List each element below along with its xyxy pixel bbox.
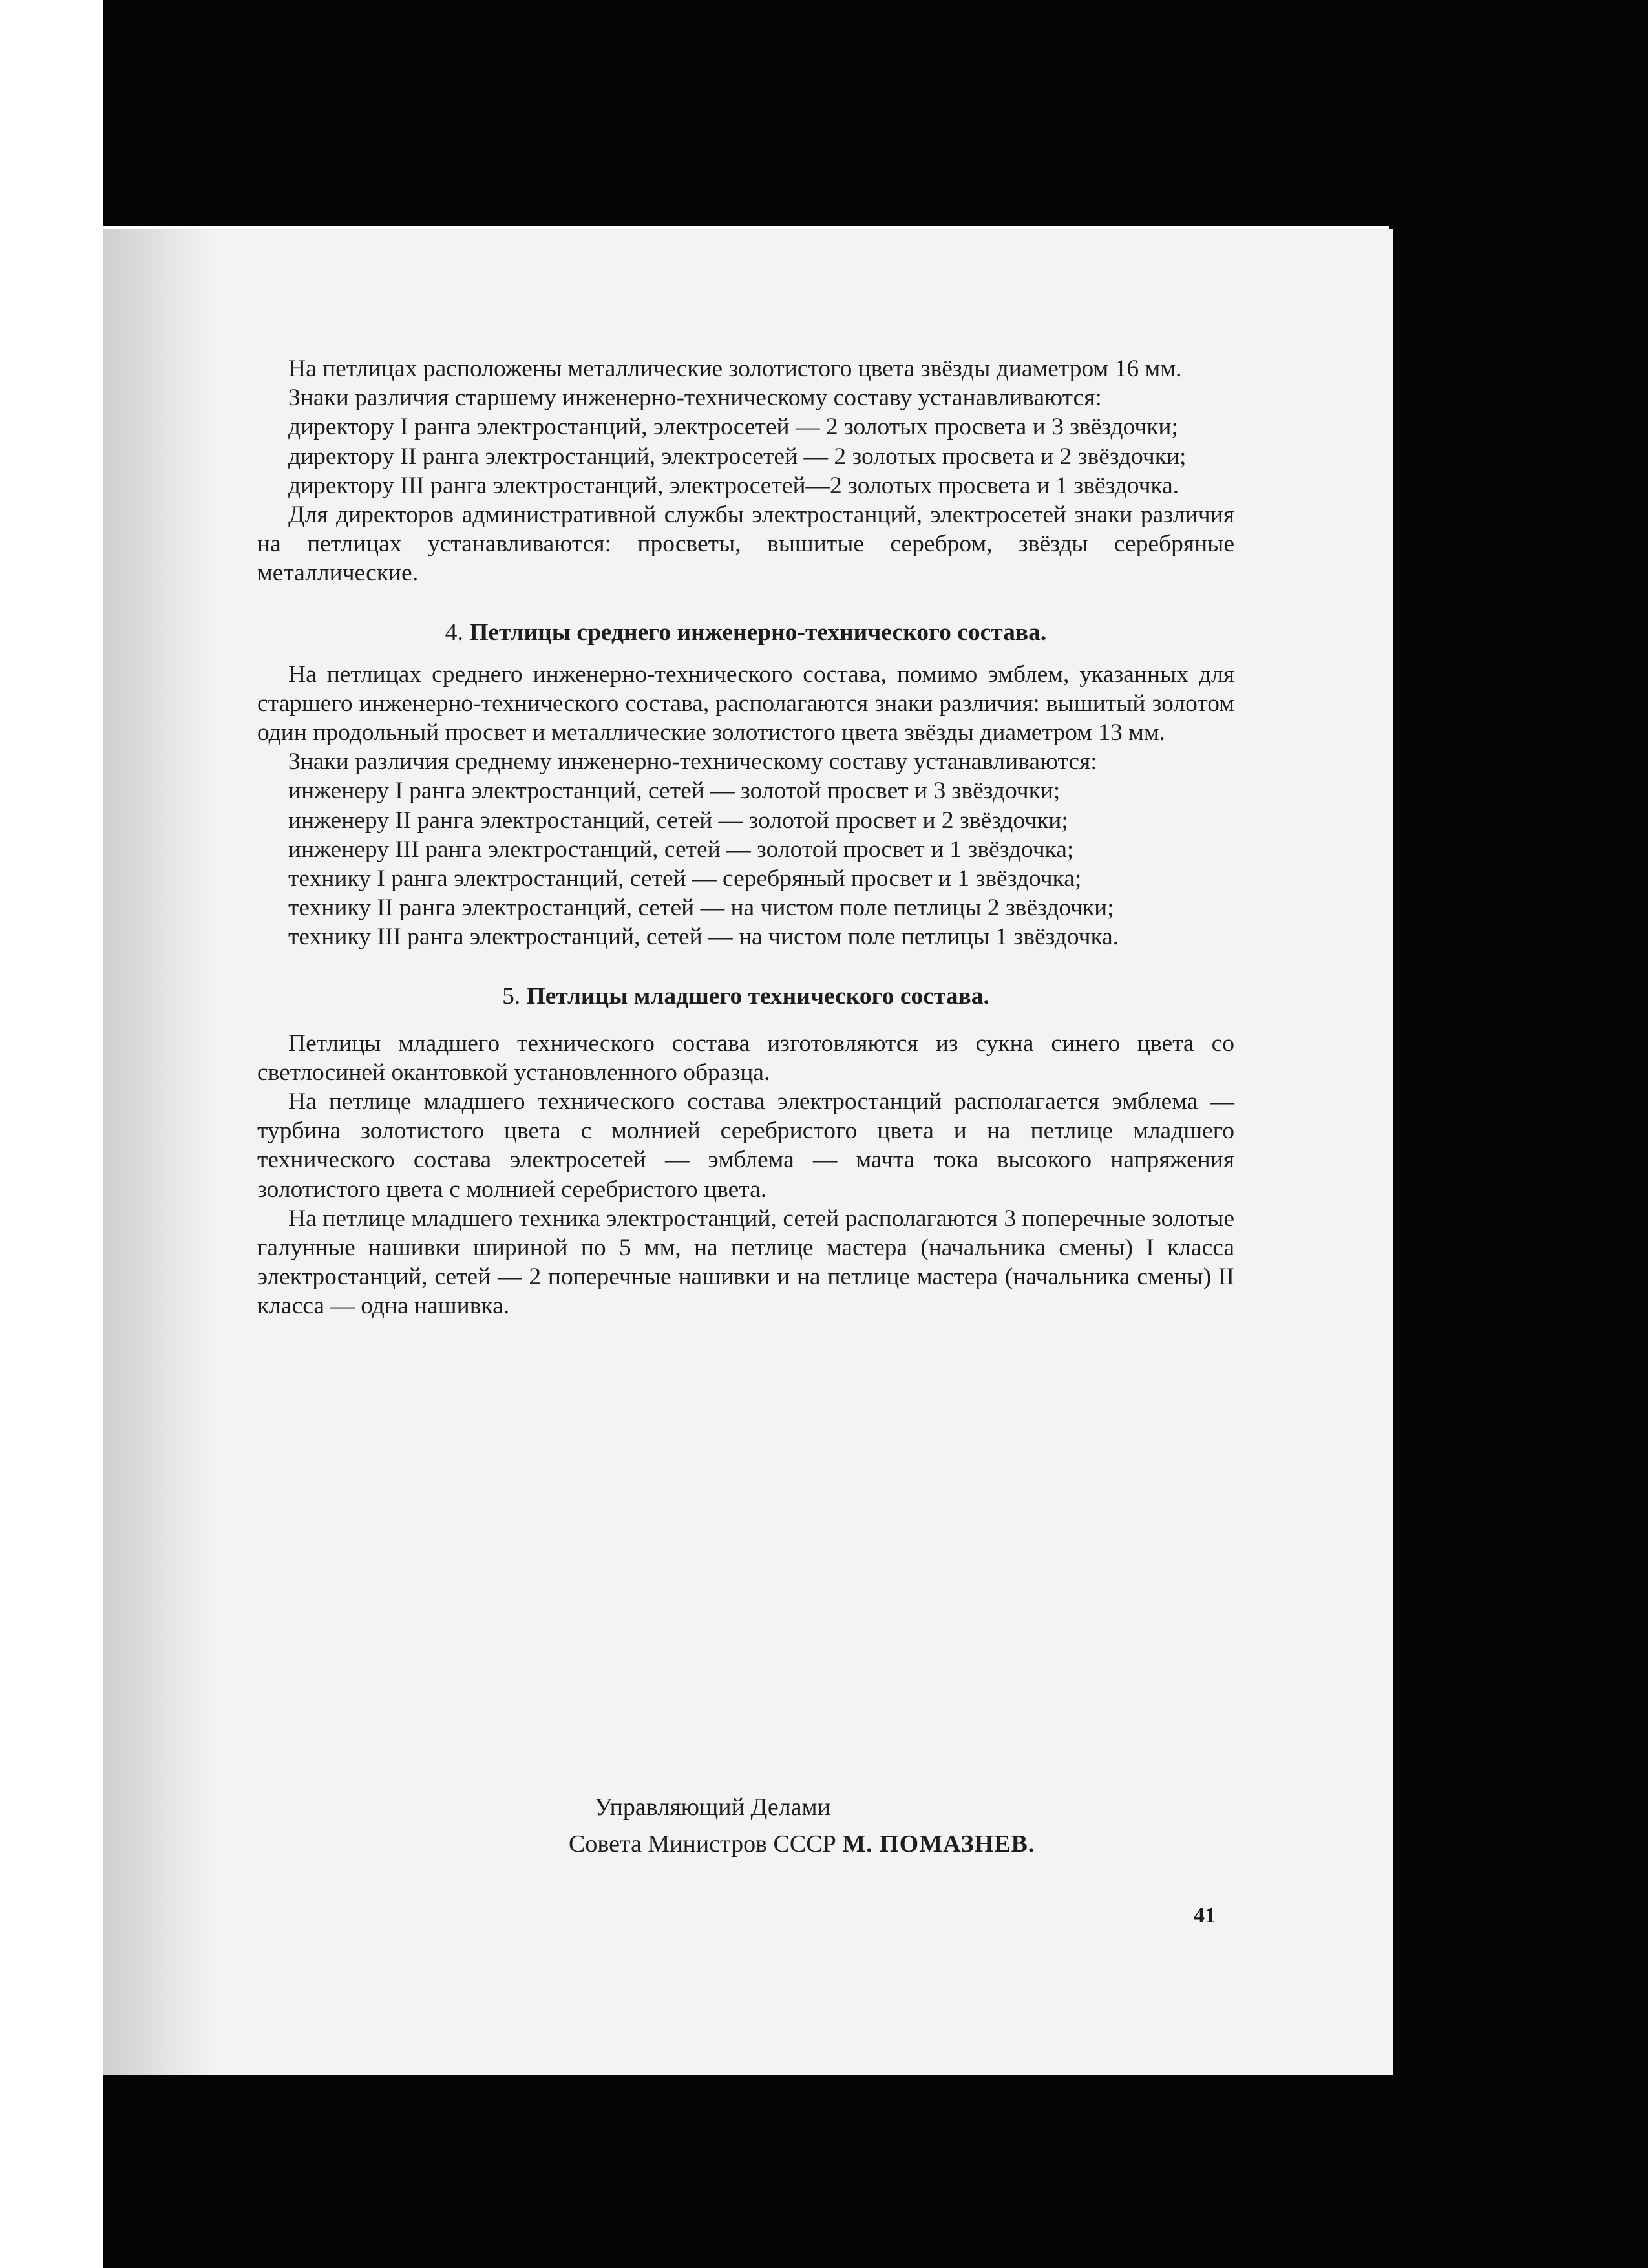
- section-5-heading: [257, 982, 1234, 1011]
- paragraph: Знаки различия среднему инженерно-техническому составу устанавливаются:: [288, 748, 1097, 776]
- paragraph: На петлице младшего технического состава электростанций располагается эмблема — турбина золотистого цвета с молнией серебристого цвета и на петлице младшего технического состава электросетей — эмблема — мачта тока высокого напряжения золотистого цвета с молнией серебристого цвета.: [257, 1088, 1234, 1203]
- paragraph: На петлицах среднего инженерно-технического состава, помимо эмблем, указанных для старшего инженерно-технического состава, располагаются знаки различия: вышитый золотом один продольный просвет и металлические золотистого цвета звёзды диаметром 13 мм.: [257, 661, 1234, 747]
- section-4-number: 4.: [445, 619, 463, 646]
- paragraph: Для директоров административной службы электростанций, электросетей знаки различия на петлицах устанавливаются: просветы, вышитые серебром, звёзды серебряные металлические.: [257, 502, 1234, 587]
- paragraph: директору I ранга электростанций, электросетей — 2 золотых просвета и 3 звёздочки;: [288, 414, 1178, 441]
- paragraph: технику I ранга электростанций, сетей — серебряный просвет и 1 звёздочка;: [288, 865, 1082, 893]
- paragraph: инженеру III ранга электростанций, сетей — золотой просвет и 1 звёздочка;: [288, 836, 1074, 863]
- section-5-number: 5.: [502, 982, 521, 1010]
- signature-name: М. ПОМАЗНЕВ.: [842, 1830, 1035, 1858]
- paragraph: директору III ранга электростанций, электросетей—2 золотых просвета и 1 звёздочка.: [288, 472, 1179, 499]
- paragraph: директору II ранга электростанций, электросетей — 2 золотых просвета и 2 звёздочки;: [288, 443, 1187, 470]
- document-body: [257, 354, 1234, 1321]
- scan-background-right: [1389, 110, 1648, 2101]
- section-5-title: Петлицы младшего технического состава.: [526, 982, 989, 1010]
- paragraph: Знаки различия старшему инженерно-техническому составу устанавливаются:: [288, 385, 1102, 412]
- signature-position: Управляющий Делами: [595, 1794, 830, 1821]
- section-4-title: Петлицы среднего инженерно-технического состава.: [469, 619, 1047, 646]
- paragraph: инженеру I ранга электростанций, сетей — золотой просвет и 3 звёздочки;: [288, 778, 1061, 805]
- paragraph: Петлицы младшего технического состава изготовляются из сукна синего цвета со светлосиней окантовкой установленного образца.: [257, 1030, 1234, 1086]
- scan-background-bottom: [103, 2068, 1648, 2268]
- signature-block: [569, 1789, 1280, 1863]
- paragraph: технику III ранга электростанций, сетей — на чистом поле петлицы 1 звёздочка.: [288, 924, 1119, 951]
- signature-organization: Совета Министров СССР: [569, 1830, 836, 1858]
- paragraph: инженеру II ранга электростанций, сетей — золотой просвет и 2 звёздочки;: [288, 807, 1068, 834]
- paragraph: технику II ранга электростанций, сетей — на чистом поле петлицы 2 звёздочки;: [288, 895, 1114, 922]
- paragraph: На петлице младшего техника электростанций, сетей располагаются 3 поперечные золотые галунные нашивки шириной по 5 мм, на петлице мастера (начальника смены) I класса электростанций, сетей — 2 поперечные нашивки и на петлице мастера (начальника смены) II класса — одна нашивка.: [257, 1205, 1234, 1320]
- page-edge-shadow: [103, 229, 213, 2075]
- paragraph: На петлицах расположены металлические золотистого цвета звёзды диаметром 16 мм.: [288, 355, 1182, 382]
- signature-org-line: [569, 1826, 1280, 1863]
- section-4-heading: [257, 618, 1234, 647]
- page-number: 41: [1194, 1903, 1216, 1927]
